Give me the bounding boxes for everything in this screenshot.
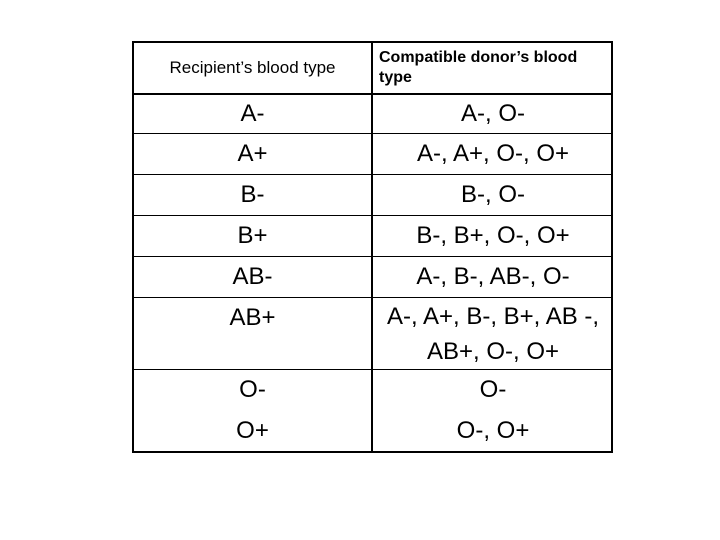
recipient-cell: A+ bbox=[237, 140, 268, 167]
recipient-cell: O+ bbox=[236, 417, 269, 444]
row-divider bbox=[134, 215, 611, 216]
donor-cell: A-, O- bbox=[461, 100, 525, 127]
recipient-cell: B+ bbox=[237, 222, 268, 249]
donor-cell: A-, A+, O-, O+ bbox=[416, 140, 570, 167]
recipient-cell: AB- bbox=[232, 263, 273, 290]
recipient-cell: AB+ bbox=[229, 304, 276, 331]
row-divider bbox=[134, 369, 611, 370]
blood-compatibility-table bbox=[132, 41, 613, 453]
recipient-cell: B- bbox=[240, 181, 265, 208]
donor-cell: O- bbox=[479, 376, 507, 403]
row-divider bbox=[134, 174, 611, 175]
donor-cell: A-, B-, AB-, O- bbox=[416, 263, 570, 290]
donor-cell: O-, O+ bbox=[456, 417, 530, 444]
donor-cell: B-, O- bbox=[461, 181, 525, 208]
recipient-cell: A- bbox=[240, 100, 265, 127]
row-divider bbox=[134, 297, 611, 298]
row-divider bbox=[134, 133, 611, 134]
header-recipient: Recipient’s blood type bbox=[169, 58, 336, 77]
row-divider bbox=[134, 256, 611, 257]
donor-cell: A-, A+, B-, B+, AB -, AB+, O-, O+ bbox=[386, 303, 600, 365]
donor-cell: B-, B+, O-, O+ bbox=[416, 222, 570, 249]
recipient-cell: O- bbox=[239, 376, 266, 403]
header-donor: Compatible donor’s blood type bbox=[379, 49, 578, 86]
